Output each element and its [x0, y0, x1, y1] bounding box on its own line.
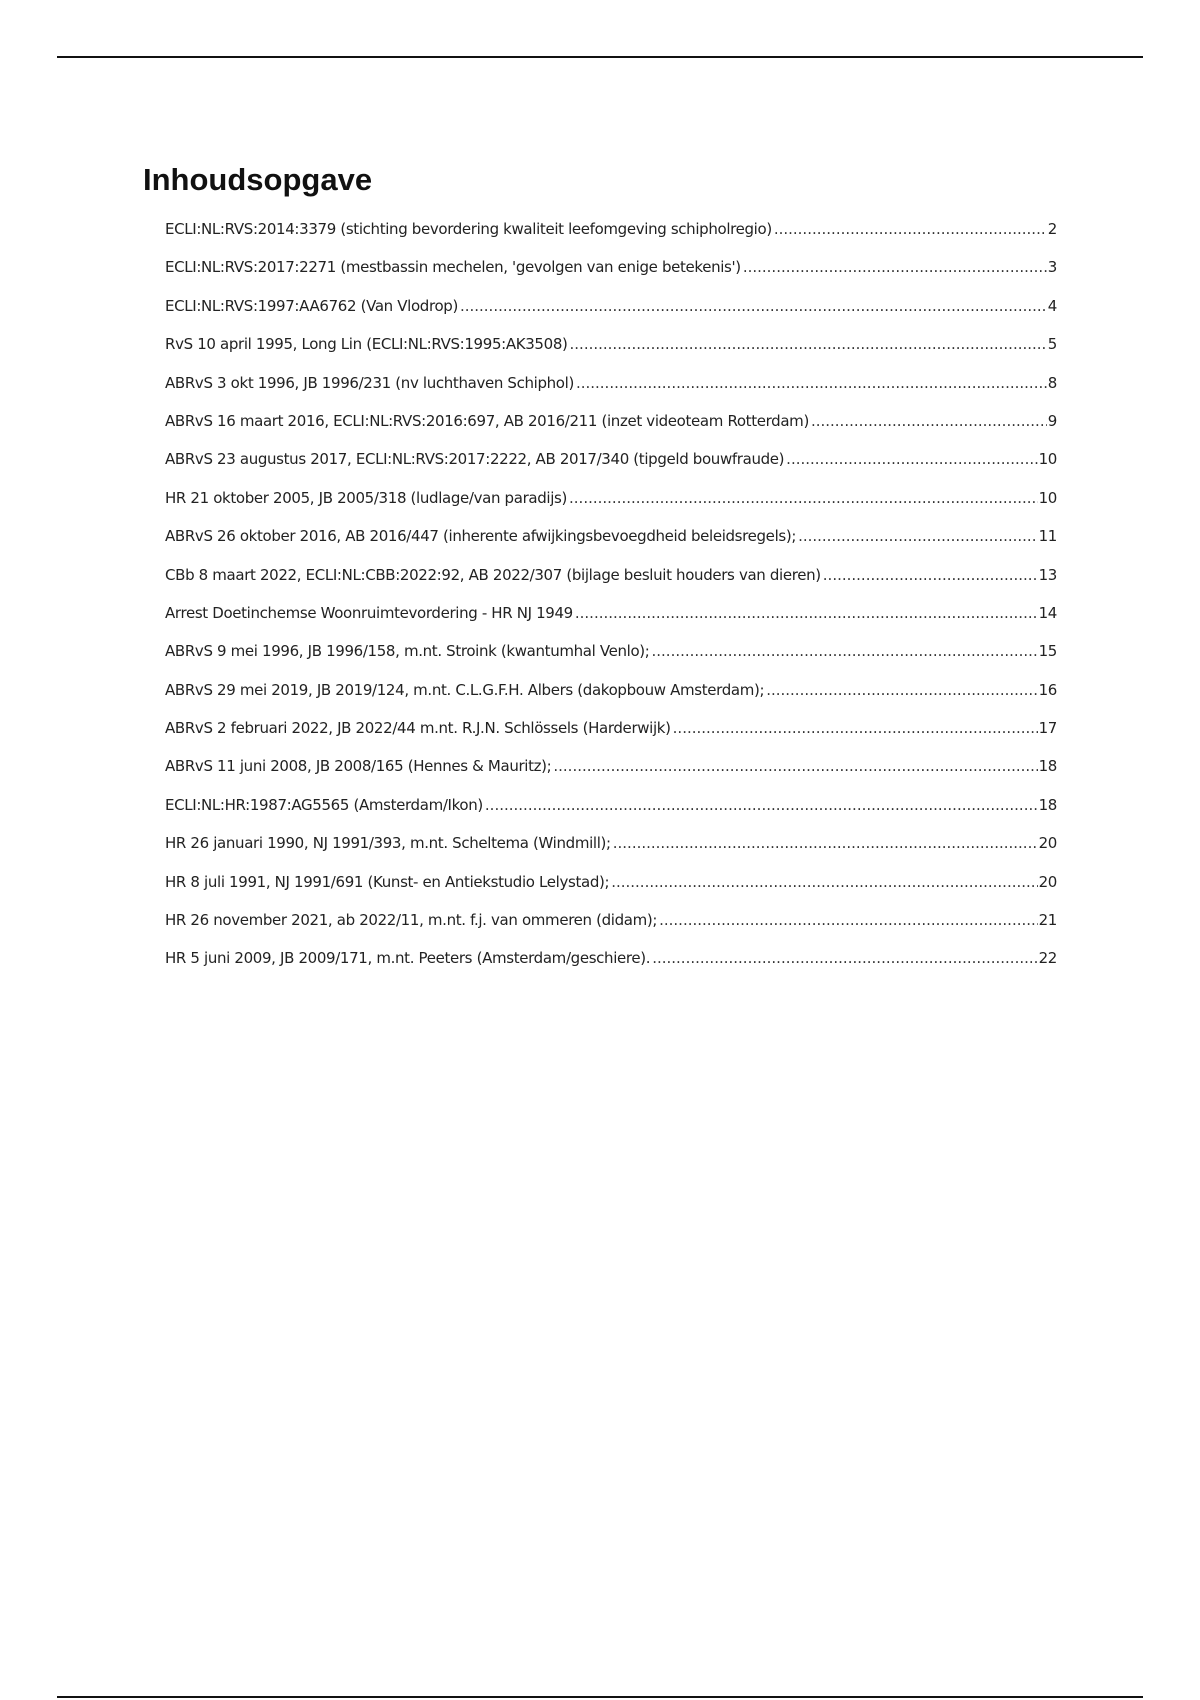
toc-page-number: 14 — [1038, 603, 1057, 622]
toc-leader-dots — [576, 374, 1047, 392]
toc-entry-text: HR 26 november 2021, ab 2022/11, m.nt. f.j. van ommeren (didam); — [165, 911, 658, 930]
toc-entry[interactable] — [165, 796, 1057, 834]
toc-leader-dots — [673, 719, 1038, 737]
toc-entry[interactable] — [165, 719, 1057, 757]
toc-leader-dots — [766, 681, 1037, 699]
toc-entry-text: HR 21 oktober 2005, JB 2005/318 (ludlage/van paradijs) — [165, 488, 568, 507]
footer-rule — [57, 1696, 1143, 1698]
toc-entry[interactable] — [165, 873, 1057, 911]
toc-entry[interactable] — [165, 258, 1057, 296]
toc-entry-text: HR 8 juli 1991, NJ 1991/691 (Kunst- en Antiekstudio Lelystad); — [165, 872, 610, 891]
toc-entry-text: ABRvS 9 mei 1996, JB 1996/158, m.nt. Stroink (kwantumhal Venlo); — [165, 642, 650, 661]
toc-entry-text: ABRvS 11 juni 2008, JB 2008/165 (Hennes & Mauritz); — [165, 757, 552, 776]
toc-entry[interactable] — [165, 450, 1057, 488]
toc-page-number: 21 — [1038, 911, 1057, 930]
toc-entry-text: Arrest Doetinchemse Woonruimtevordering - HR NJ 1949 — [165, 603, 573, 622]
toc-page-number: 18 — [1038, 795, 1057, 814]
toc-page-number: 8 — [1047, 373, 1057, 392]
toc-entry-text: ABRvS 23 augustus 2017, ECLI:NL:RVS:2017:2222, AB 2017/340 (tipgeld bouwfraude) — [165, 450, 785, 469]
toc-entry[interactable] — [165, 412, 1057, 450]
toc-page-number: 3 — [1047, 258, 1057, 277]
toc-leader-dots — [823, 566, 1038, 584]
toc-entry-text: CBb 8 maart 2022, ECLI:NL:CBB:2022:92, AB 2022/307 (bijlage besluit houders van dieren) — [165, 565, 821, 584]
toc-page-number: 5 — [1047, 335, 1057, 354]
toc-leader-dots — [659, 911, 1038, 929]
toc-leader-dots — [570, 335, 1047, 353]
toc-leader-dots — [460, 297, 1047, 315]
toc-entry-text: HR 26 januari 1990, NJ 1991/393, m.nt. Scheltema (Windmill); — [165, 834, 611, 853]
toc-leader-dots — [553, 757, 1037, 775]
toc-leader-dots — [786, 450, 1037, 468]
toc-page-number: 10 — [1038, 488, 1057, 507]
toc-leader-dots — [811, 412, 1047, 430]
toc-leader-dots — [575, 604, 1038, 622]
toc-page-number: 13 — [1038, 565, 1057, 584]
toc-entry-text: ABRvS 16 maart 2016, ECLI:NL:RVS:2016:697, AB 2016/211 (inzet videoteam Rotterdam) — [165, 411, 809, 430]
toc-leader-dots — [652, 642, 1038, 660]
toc-entry[interactable] — [165, 949, 1057, 987]
table-of-contents — [165, 220, 1057, 988]
toc-entry[interactable] — [165, 489, 1057, 527]
toc-page-number: 9 — [1047, 411, 1057, 430]
toc-leader-dots — [774, 220, 1047, 238]
toc-entry[interactable] — [165, 834, 1057, 872]
toc-page-number: 4 — [1047, 296, 1057, 315]
toc-page-number: 20 — [1038, 872, 1057, 891]
toc-entry-text: ABRvS 29 mei 2019, JB 2019/124, m.nt. C.L.G.F.H. Albers (dakopbouw Amsterdam); — [165, 680, 765, 699]
toc-entry[interactable] — [165, 642, 1057, 680]
toc-entry-text: ECLI:NL:RVS:2017:2271 (mestbassin mechelen, 'gevolgen van enige betekenis') — [165, 258, 741, 277]
toc-leader-dots — [485, 796, 1038, 814]
toc-entry-text: ABRvS 2 februari 2022, JB 2022/44 m.nt. R.J.N. Schlössels (Harderwijk) — [165, 719, 671, 738]
toc-entry[interactable] — [165, 374, 1057, 412]
toc-leader-dots — [652, 949, 1037, 967]
toc-entry-text: RvS 10 april 1995, Long Lin (ECLI:NL:RVS:1995:AK3508) — [165, 335, 568, 354]
toc-page-number: 17 — [1038, 719, 1057, 738]
toc-page-number: 2 — [1047, 220, 1057, 238]
toc-entry[interactable] — [165, 681, 1057, 719]
toc-entry[interactable] — [165, 297, 1057, 335]
toc-page-number: 22 — [1038, 949, 1057, 968]
toc-entry-text: ECLI:NL:RVS:2014:3379 (stichting bevordering kwaliteit leefomgeving schipholregio) — [165, 220, 772, 238]
toc-leader-dots — [611, 873, 1037, 891]
toc-entry[interactable] — [165, 566, 1057, 604]
toc-entry[interactable] — [165, 911, 1057, 949]
toc-entry-text: ABRvS 3 okt 1996, JB 1996/231 (nv luchthaven Schiphol) — [165, 373, 574, 392]
toc-leader-dots — [743, 258, 1047, 276]
toc-entry[interactable] — [165, 604, 1057, 642]
toc-leader-dots — [569, 489, 1038, 507]
toc-page-number: 10 — [1038, 450, 1057, 469]
header-rule — [57, 56, 1143, 58]
toc-entry-text: ECLI:NL:HR:1987:AG5565 (Amsterdam/Ikon) — [165, 795, 483, 814]
toc-entry-text: ECLI:NL:RVS:1997:AA6762 (Van Vlodrop) — [165, 296, 458, 315]
toc-entry[interactable] — [165, 335, 1057, 373]
toc-entry-text: ABRvS 26 oktober 2016, AB 2016/447 (inherente afwijkingsbevoegdheid beleidsregels); — [165, 527, 797, 546]
toc-page-number: 11 — [1038, 527, 1057, 546]
toc-leader-dots — [613, 834, 1038, 852]
toc-page-number: 20 — [1038, 834, 1057, 853]
toc-entry[interactable] — [165, 220, 1057, 258]
toc-entry[interactable] — [165, 527, 1057, 565]
page-title: Inhoudsopgave — [143, 162, 373, 197]
toc-entry[interactable] — [165, 757, 1057, 795]
toc-page-number: 16 — [1038, 680, 1057, 699]
toc-page-number: 18 — [1038, 757, 1057, 776]
toc-leader-dots — [798, 527, 1038, 545]
toc-entry-text: HR 5 juni 2009, JB 2009/171, m.nt. Peeters (Amsterdam/geschiere). — [165, 949, 651, 968]
toc-page-number: 15 — [1038, 642, 1057, 661]
